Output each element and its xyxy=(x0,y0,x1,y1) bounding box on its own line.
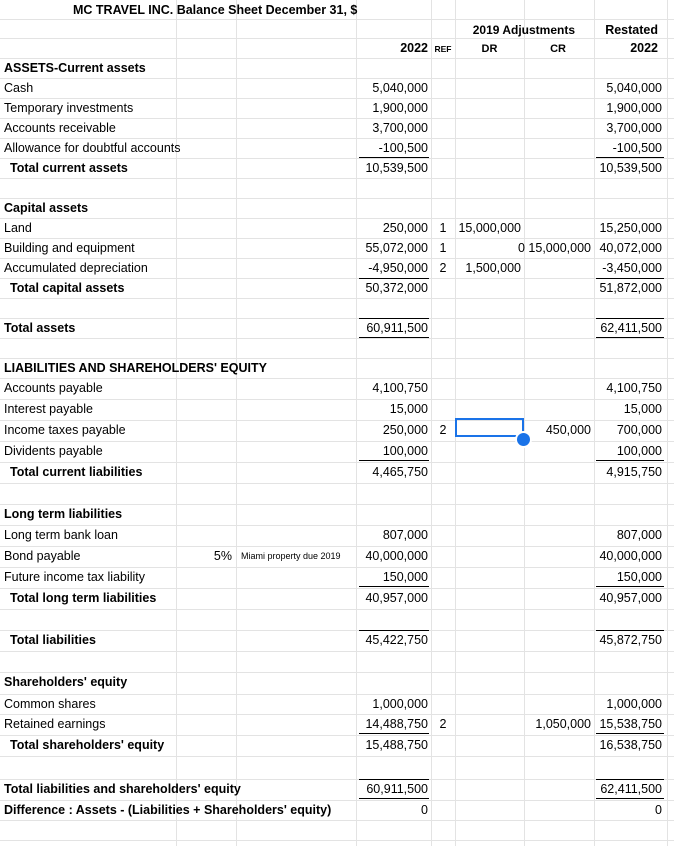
value-2022[interactable]: 250,000 xyxy=(382,221,428,235)
total-underline xyxy=(359,318,429,319)
restated-value[interactable]: 62,411,500 xyxy=(600,782,662,796)
total-underline xyxy=(596,337,664,338)
restated-value[interactable]: 4,915,750 xyxy=(606,465,662,479)
row-label: Total current liabilities xyxy=(10,465,143,479)
value-2022[interactable]: 250,000 xyxy=(382,423,428,437)
restated-value[interactable]: 15,250,000 xyxy=(599,221,662,235)
row-label: Total liabilities xyxy=(10,633,96,647)
cr-value[interactable]: 0 15,000,000 xyxy=(518,241,591,255)
bond-rate: 5% xyxy=(213,549,232,563)
restated-value[interactable]: 700,000 xyxy=(616,423,662,437)
cr-value[interactable]: 450,000 xyxy=(545,423,591,437)
row-label: Future income tax liability xyxy=(4,570,146,584)
value-2022[interactable]: 4,465,750 xyxy=(372,465,428,479)
restated-year-header: 2022 xyxy=(630,41,658,55)
value-2022[interactable]: 1,900,000 xyxy=(372,101,428,115)
bond-note: Miami property due 2019 xyxy=(241,551,341,561)
total-underline xyxy=(359,460,429,461)
ref-header: REF xyxy=(434,44,452,54)
dr-value[interactable]: 1,500,000 xyxy=(465,261,521,275)
row-label: Long term bank loan xyxy=(4,528,118,542)
row-label: Accounts receivable xyxy=(4,121,116,135)
cr-value[interactable]: 1,050,000 xyxy=(535,717,591,731)
section-long-term: Long term liabilities xyxy=(4,507,123,521)
value-2022[interactable]: 40,957,000 xyxy=(365,591,428,605)
row-label: Interest payable xyxy=(4,402,93,416)
restated-value[interactable]: 51,872,000 xyxy=(599,281,662,295)
row-label: Dividents payable xyxy=(4,444,103,458)
total-underline xyxy=(596,798,664,799)
row-label: Total assets xyxy=(4,321,76,335)
total-underline xyxy=(359,798,429,799)
restated-value[interactable]: 4,100,750 xyxy=(606,381,662,395)
restated-value[interactable]: 150,000 xyxy=(616,570,662,584)
total-underline xyxy=(596,278,664,279)
total-underline xyxy=(596,318,664,319)
row-label: Bond payable xyxy=(4,549,81,563)
restated-value[interactable]: 1,000,000 xyxy=(606,697,662,711)
restated-value[interactable]: 5,040,000 xyxy=(606,81,662,95)
total-underline xyxy=(596,157,664,158)
restated-value[interactable]: 45,872,750 xyxy=(599,633,662,647)
restated-value[interactable]: -3,450,000 xyxy=(602,261,662,275)
ref-value[interactable]: 2 xyxy=(439,423,447,437)
total-underline xyxy=(359,779,429,780)
value-2022[interactable]: 100,000 xyxy=(382,444,428,458)
total-underline xyxy=(359,278,429,279)
value-2022[interactable]: -100,500 xyxy=(378,141,428,155)
total-underline xyxy=(359,733,429,734)
value-2022[interactable]: 3,700,000 xyxy=(372,121,428,135)
restated-value[interactable]: -100,500 xyxy=(612,141,662,155)
value-2022[interactable]: 50,372,000 xyxy=(365,281,428,295)
value-2022[interactable]: 60,911,500 xyxy=(366,782,428,796)
fill-handle[interactable] xyxy=(515,431,532,448)
adjustments-header: 2019 Adjustments xyxy=(472,23,575,37)
value-2022[interactable]: 15,000 xyxy=(389,402,428,416)
selected-cell[interactable] xyxy=(455,418,524,437)
restated-value[interactable]: 40,957,000 xyxy=(599,591,662,605)
row-label: Total capital assets xyxy=(10,281,125,295)
restated-value[interactable]: 0 xyxy=(655,803,662,817)
total-underline xyxy=(596,460,664,461)
value-2022[interactable]: 150,000 xyxy=(382,570,428,584)
total-underline xyxy=(596,586,664,587)
total-underline xyxy=(596,630,664,631)
row-label: Total current assets xyxy=(10,161,128,175)
row-label: Income taxes payable xyxy=(4,423,126,437)
ref-value[interactable]: 1 xyxy=(439,241,447,255)
row-label: Building and equipment xyxy=(4,241,135,255)
row-label: Total long term liabilities xyxy=(10,591,157,605)
section-current-assets: ASSETS-Current assets xyxy=(4,61,146,75)
value-2022[interactable]: 60,911,500 xyxy=(366,321,428,335)
row-label: Accounts payable xyxy=(4,381,103,395)
value-2022[interactable]: 14,488,750 xyxy=(365,717,428,731)
total-underline xyxy=(359,630,429,631)
restated-value[interactable]: 15,538,750 xyxy=(599,717,662,731)
restated-value[interactable]: 807,000 xyxy=(616,528,662,542)
value-2022[interactable]: 10,539,500 xyxy=(365,161,428,175)
dr-header: DR xyxy=(481,43,498,55)
ref-value[interactable]: 1 xyxy=(439,221,447,235)
restated-value[interactable]: 40,072,000 xyxy=(599,241,662,255)
row-label: Difference : Assets - (Liabilities + Shareholders' equity) xyxy=(4,803,332,817)
value-2022[interactable]: 15,488,750 xyxy=(365,738,428,752)
value-2022[interactable]: 40,000,000 xyxy=(365,549,428,563)
restated-value[interactable]: 3,700,000 xyxy=(606,121,662,135)
row-label: Total liabilities and shareholders' equity xyxy=(4,782,241,796)
total-underline xyxy=(596,779,664,780)
value-2022[interactable]: 55,072,000 xyxy=(365,241,428,255)
row-label: Cash xyxy=(4,81,34,95)
restated-value[interactable]: 10,539,500 xyxy=(599,161,662,175)
value-2022[interactable]: 1,000,000 xyxy=(372,697,428,711)
ref-value[interactable]: 2 xyxy=(439,261,447,275)
value-2022[interactable]: 4,100,750 xyxy=(372,381,428,395)
section-capital-assets: Capital assets xyxy=(4,201,89,215)
cr-header: CR xyxy=(550,43,566,55)
ref-value[interactable]: 2 xyxy=(439,717,447,731)
restated-value[interactable]: 15,000 xyxy=(623,402,662,416)
section-equity: Shareholders' equity xyxy=(4,675,128,689)
value-2022[interactable]: 5,040,000 xyxy=(372,81,428,95)
row-label: Common shares xyxy=(4,697,96,711)
row-label: Temporary investments xyxy=(4,101,134,115)
value-2022[interactable]: 0 xyxy=(421,803,428,817)
row-label: Retained earnings xyxy=(4,717,106,731)
row-label: Accumulated depreciation xyxy=(4,261,148,275)
restated-value[interactable]: 16,538,750 xyxy=(599,738,662,752)
row-label: Total shareholders' equity xyxy=(10,738,165,752)
total-underline xyxy=(359,586,429,587)
value-2022[interactable]: 807,000 xyxy=(382,528,428,542)
section-liabilities-equity: LIABILITIES AND SHAREHOLDERS' EQUITY xyxy=(4,361,267,375)
row-label: Land xyxy=(4,221,32,235)
value-2022[interactable]: 45,422,750 xyxy=(365,633,428,647)
value-2022[interactable]: -4,950,000 xyxy=(368,261,428,275)
restated-value[interactable]: 1,900,000 xyxy=(606,101,662,115)
restated-value[interactable]: 40,000,000 xyxy=(599,549,662,563)
total-underline xyxy=(359,337,429,338)
total-underline xyxy=(596,733,664,734)
restated-value[interactable]: 100,000 xyxy=(616,444,662,458)
restated-value[interactable]: 62,411,500 xyxy=(600,321,662,335)
total-underline xyxy=(359,157,429,158)
dr-value[interactable]: 15,000,000 xyxy=(458,221,521,235)
restated-header: Restated xyxy=(605,23,658,37)
sheet-title: MC TRAVEL INC. Balance Sheet December 31, $ xyxy=(73,3,358,17)
row-label: Allowance for doubtful accounts xyxy=(4,141,181,155)
year-2022-header: 2022 xyxy=(400,41,428,55)
